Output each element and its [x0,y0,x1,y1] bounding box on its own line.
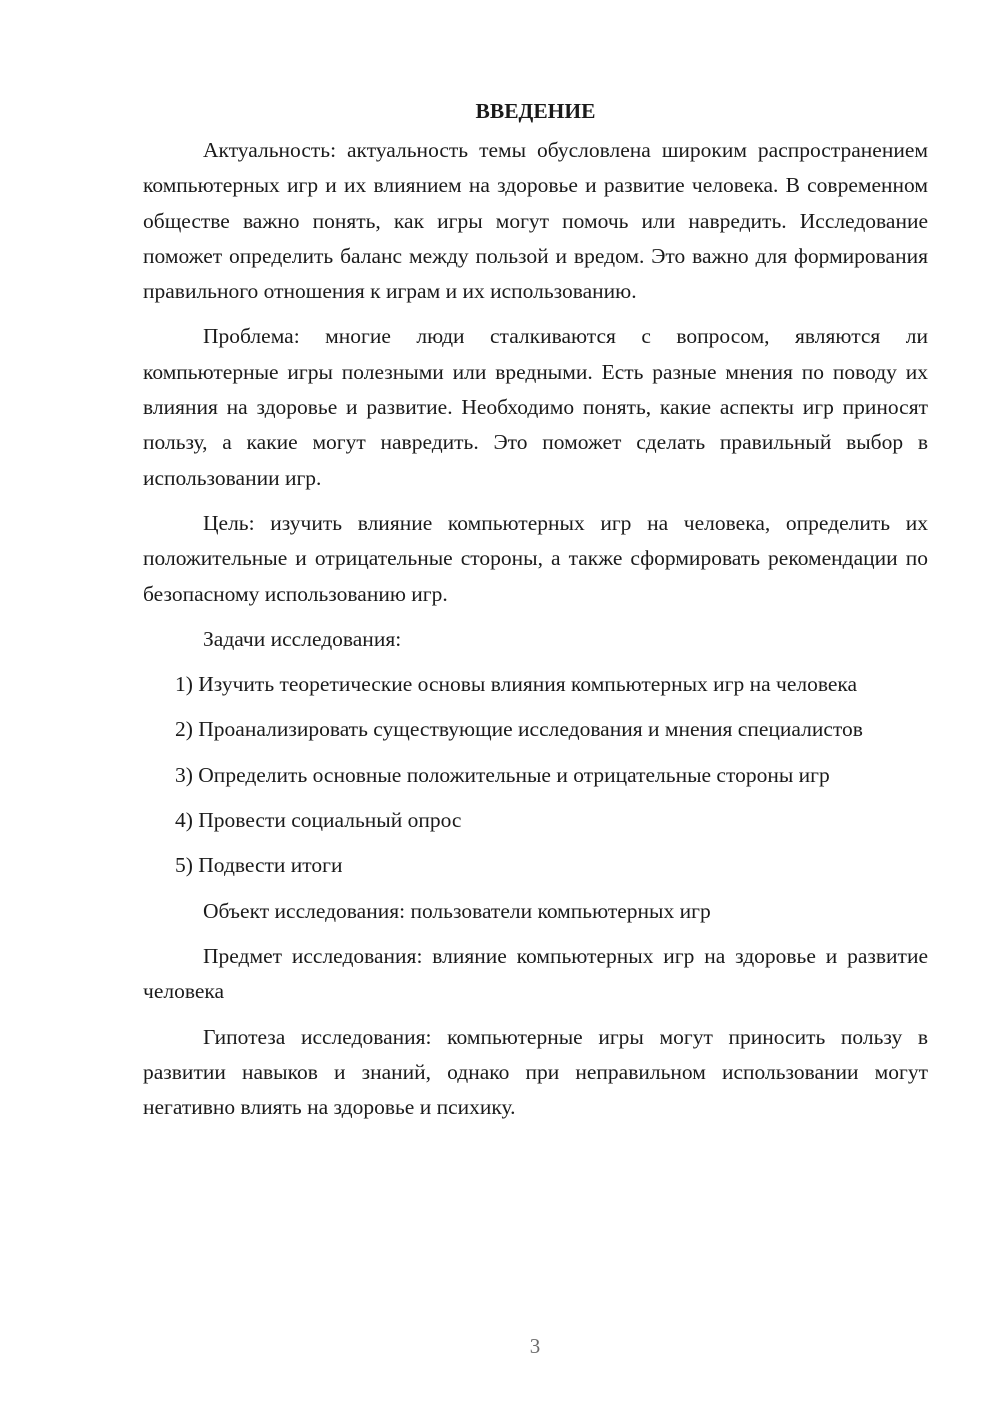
task-item-1: 1) Изучить теоретические основы влияния компьютерных игр на человека [175,672,858,697]
paragraph-object: Объект исследования: пользователи компьютерных игр [203,898,711,923]
page-number: 3 [529,1334,541,1358]
paragraph-hypothesis: Гипотеза исследования: компьютерные игры могут приносить пользу в развитии навыков и знаний, однако при неправильном использовании могут негативно влиять на здоровье и психику. [143,1024,928,1120]
paragraph-relevance: Актуальность: актуальность темы обусловлена широким распространением компьютерных игр и их влиянием на здоровье и развитие человека. В современном обществе важно понять, как игры могут помочь или навредить. Исследование поможет определить баланс между пользой и вредом. Это важно для формирования правильного отношения к играм и их использованию. [143,138,928,304]
paragraph-problem: Проблема: многие люди сталкиваются с вопросом, являются ли компьютерные игры полезными или вредными. Есть разные мнения по поводу их влияния на здоровье и развитие. Необходимо понять, какие аспекты игр приносят пользу, а какие могут навредить. Это поможет сделать правильный выбор в использовании игр. [143,324,928,490]
paragraph-subject: Предмет исследования: влияние компьютерных игр на здоровье и развитие человека [143,943,928,1004]
task-item-3: 3) Определить основные положительные и отрицательные стороны игр [175,762,830,787]
paragraph-goal: Цель: изучить влияние компьютерных игр на человека, определить их положительные и отрицательные стороны, а также сформировать рекомендации по безопасному использованию игр. [143,510,928,606]
section-title: ВВЕДЕНИЕ [475,99,596,123]
paragraph-tasks-heading: Задачи исследования: [203,626,402,651]
task-item-4: 4) Провести социальный опрос [175,808,462,833]
page-content [143,96,928,1135]
task-item-2: 2) Проанализировать существующие исследования и мнения специалистов [175,717,863,742]
task-item-5: 5) Подвести итоги [175,853,343,878]
